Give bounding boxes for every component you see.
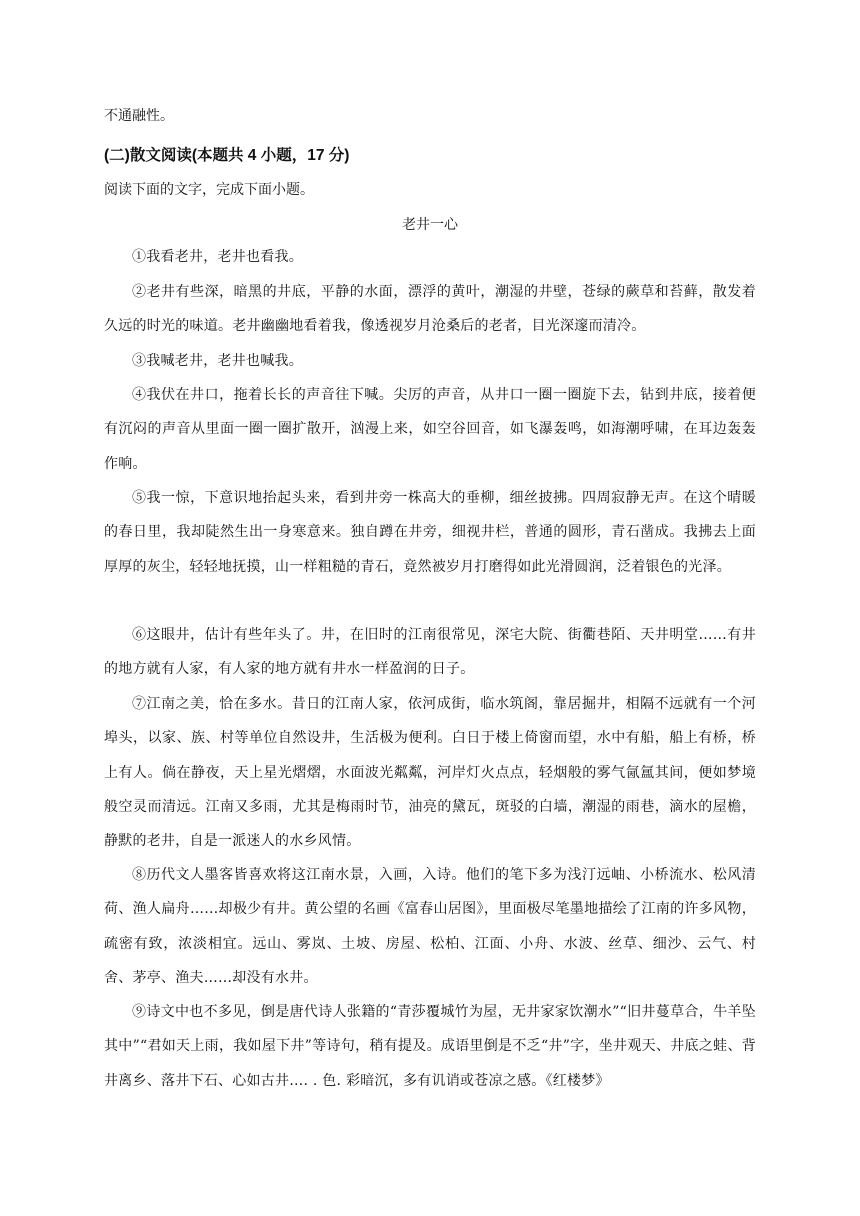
paragraph-6: ⑥这眼井，估计有些年头了。井，在旧时的江南很常见，深宅大院、街衢巷陌、天井明堂……有井的地方就有人家，有人家的地方就有井水一样盈润的日子。 xyxy=(104,627,756,678)
paragraph-3: ③我喊老井，老井也喊我。 xyxy=(132,353,303,369)
intro-fragment: 不通融性。 xyxy=(104,108,174,124)
paragraph-9: ⑨诗文中也不多见，倒是唐代诗人张籍的“青莎覆城竹为屋，无井家家饮潮水”“旧井蔓草合，牛羊坠其中”“君如天上雨，我如屋下井”等诗句，稍有提及。成语里倒是不乏“井”字，坐井观天、井底之蛙、背井离乡、落井下石、心如古井…. . 色. 彩暗沉，多有讥诮或苍凉之感。《红楼梦》 xyxy=(104,1004,756,1089)
paragraph-8: ⑧历代文人墨客皆喜欢将这江南水景，入画，入诗。他们的笔下多为浅汀远岫、小桥流水、松风清荷、渔人扁舟……却极少有井。黄公望的名画《富春山居图》，里面极尽笔墨地描绘了江南的许多风物，疏密有致，浓淡相宜。远山、雾岚、土坡、房屋、松柏、江面、小舟、水波、丝草、细沙、云气、村舍、茅亭、渔夫……却没有水井。 xyxy=(104,867,756,986)
paragraph-5: ⑤我一惊，下意识地抬起头来，看到井旁一株高大的垂柳，细丝披拂。四周寂静无声。在这个晴暖的春日里，我却陡然生出一身寒意来。独自蹲在井旁，细视井栏，普通的圆形，青石凿成。我拂去上面厚厚的灰尘，轻轻地抚摸，山一样粗糙的青石，竟然被岁月打磨得如此光滑圆润，泛着银色的光泽。 xyxy=(104,490,756,575)
paragraph-2: ②老井有些深，暗黑的井底，平静的水面，漂浮的黄叶，潮湿的井壁，苍绿的蕨草和苔藓，散发着久远的时光的味道。老井幽幽地看着我，像透视岁月沧桑后的老者，目光深邃而清冷。 xyxy=(104,284,756,335)
section-heading: (二)散文阅读(本题共 4 小题，17 分) xyxy=(104,147,350,164)
paragraph-7: ⑦江南之美，恰在多水。昔日的江南人家，依河成街，临水筑阁，靠居掘井，相隔不远就有一个河埠头，以家、族、村等单位自然设井，生活极为便利。白日于楼上倚窗而望，水中有船，船上有桥，桥上有人。倘在静夜，天上星光熠熠，水面波光粼粼，河岸灯火点点，轻烟般的雾气氤氲其间，便如梦境般空灵而清远。江南又多雨，尤其是梅雨时节，油亮的黛瓦，斑驳的白墙，潮湿的雨巷，滴水的屋檐，静默的老井，自是一派迷人的水乡风情。 xyxy=(104,696,756,850)
paragraph-1: ①我看老井，老井也看我。 xyxy=(132,249,303,265)
article-title: 老井一心 xyxy=(402,217,458,233)
instruction-text: 阅读下面的文字，完成下面小题。 xyxy=(104,182,314,198)
paragraph-4: ④我伏在井口，拖着长长的声音往下喊。尖厉的声音，从井口一圈一圈旋下去，钻到井底，接着便有沉闷的声音从里面一圈一圈扩散开，汹漫上来，如空谷回音，如飞瀑轰鸣，如海潮呼啸，在耳边轰轰作响。 xyxy=(104,387,756,472)
